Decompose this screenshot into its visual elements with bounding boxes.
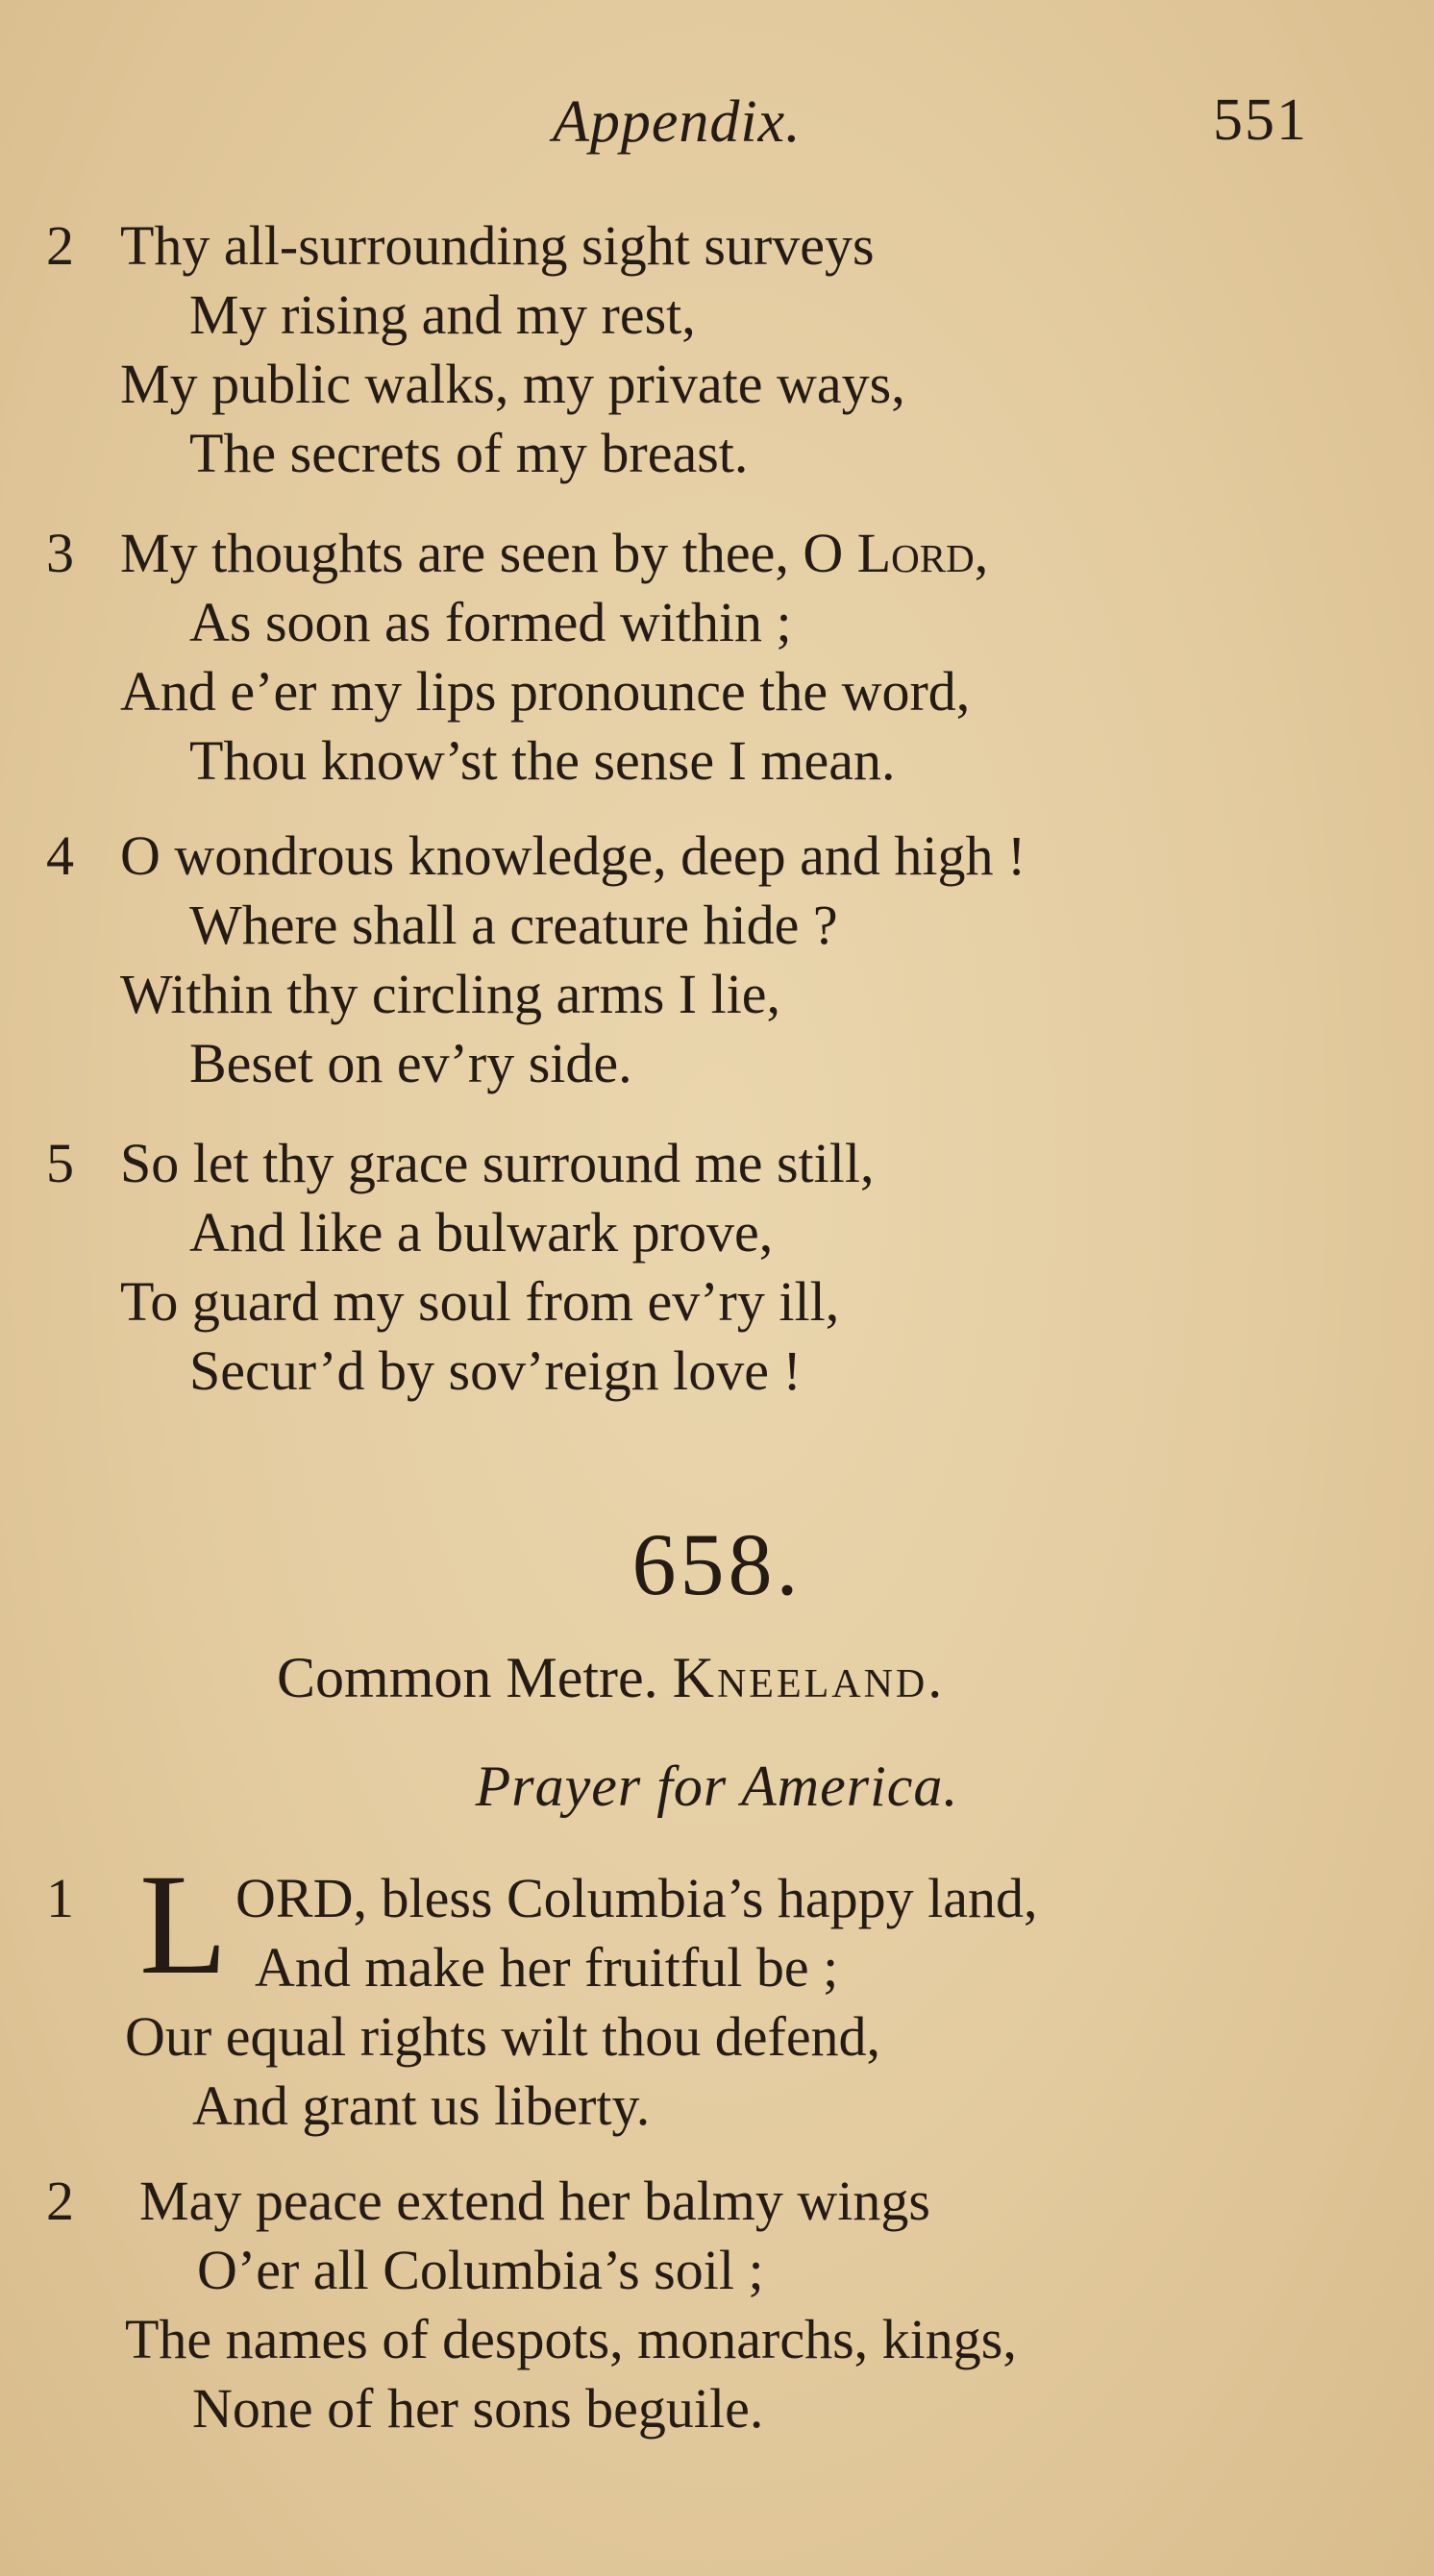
verse-line: O’er all Columbia’s soil ; — [197, 2239, 764, 2301]
verse-line: Within thy circling arms I lie, — [120, 963, 781, 1025]
verse-line: Secur’d by sov’reign love ! — [189, 1339, 802, 1402]
meter: Common Metre. — [277, 1646, 658, 1709]
verse-line: Thy all-surrounding sight surveys — [120, 214, 875, 277]
verse-line: My public walks, my private ways, — [120, 353, 905, 415]
verse-line: The secrets of my breast. — [189, 422, 749, 484]
verse-line: And e’er my lips pronounce the word, — [120, 660, 971, 723]
stanza-number: 4 — [46, 824, 74, 887]
verse-line: ORD, bless Columbia’s happy land, — [235, 1867, 1038, 1929]
drop-cap-letter: L — [139, 1845, 228, 2004]
verse-line: And make her fruitful be ; — [255, 1936, 839, 1999]
meter-line — [277, 1645, 945, 1711]
divine-name-smallcaps: Lord — [856, 522, 975, 584]
verse-line: And like a bulwark prove, — [189, 1201, 774, 1263]
verse-line: Our equal rights wilt thou defend, — [125, 2005, 881, 2068]
stanza-number: 3 — [46, 522, 74, 584]
verse-line-punct: , — [974, 522, 989, 584]
verse-line: And grant us liberty. — [192, 2074, 651, 2137]
stanza-number: 2 — [46, 214, 74, 277]
verse-line-text: My thoughts are seen by thee, O — [120, 522, 844, 584]
stanza-number: 1 — [46, 1867, 74, 1929]
page-number: 551 — [1213, 87, 1308, 153]
verse-line: Thou know’st the sense I mean. — [189, 729, 896, 792]
verse-line: Where shall a creature hide ? — [189, 894, 838, 956]
tune-name: Kneeland. — [672, 1646, 946, 1709]
verse-line: None of her sons beguile. — [192, 2377, 764, 2440]
stanza-number: 5 — [46, 1132, 74, 1194]
stanza-number: 2 — [46, 2170, 74, 2232]
verse-line: As soon as formed within ; — [189, 591, 792, 653]
verse-line: Beset on ev’ry side. — [189, 1032, 632, 1094]
verse-line: So let thy grace surround me still, — [120, 1132, 875, 1194]
running-head: Appendix. — [553, 89, 802, 155]
verse-line: The names of despots, monarchs, kings, — [125, 2308, 1017, 2370]
verse-line: To guard my soul from ev’ry ill, — [120, 1270, 840, 1333]
verse-line: May peace extend her balmy wings — [139, 2170, 930, 2232]
hymn-subject: Prayer for America. — [475, 1754, 959, 1818]
hymn-number: 658. — [631, 1515, 803, 1613]
verse-line — [120, 519, 988, 588]
verse-line: O wondrous knowledge, deep and high ! — [120, 824, 1026, 887]
verse-line: My rising and my rest, — [189, 283, 696, 346]
